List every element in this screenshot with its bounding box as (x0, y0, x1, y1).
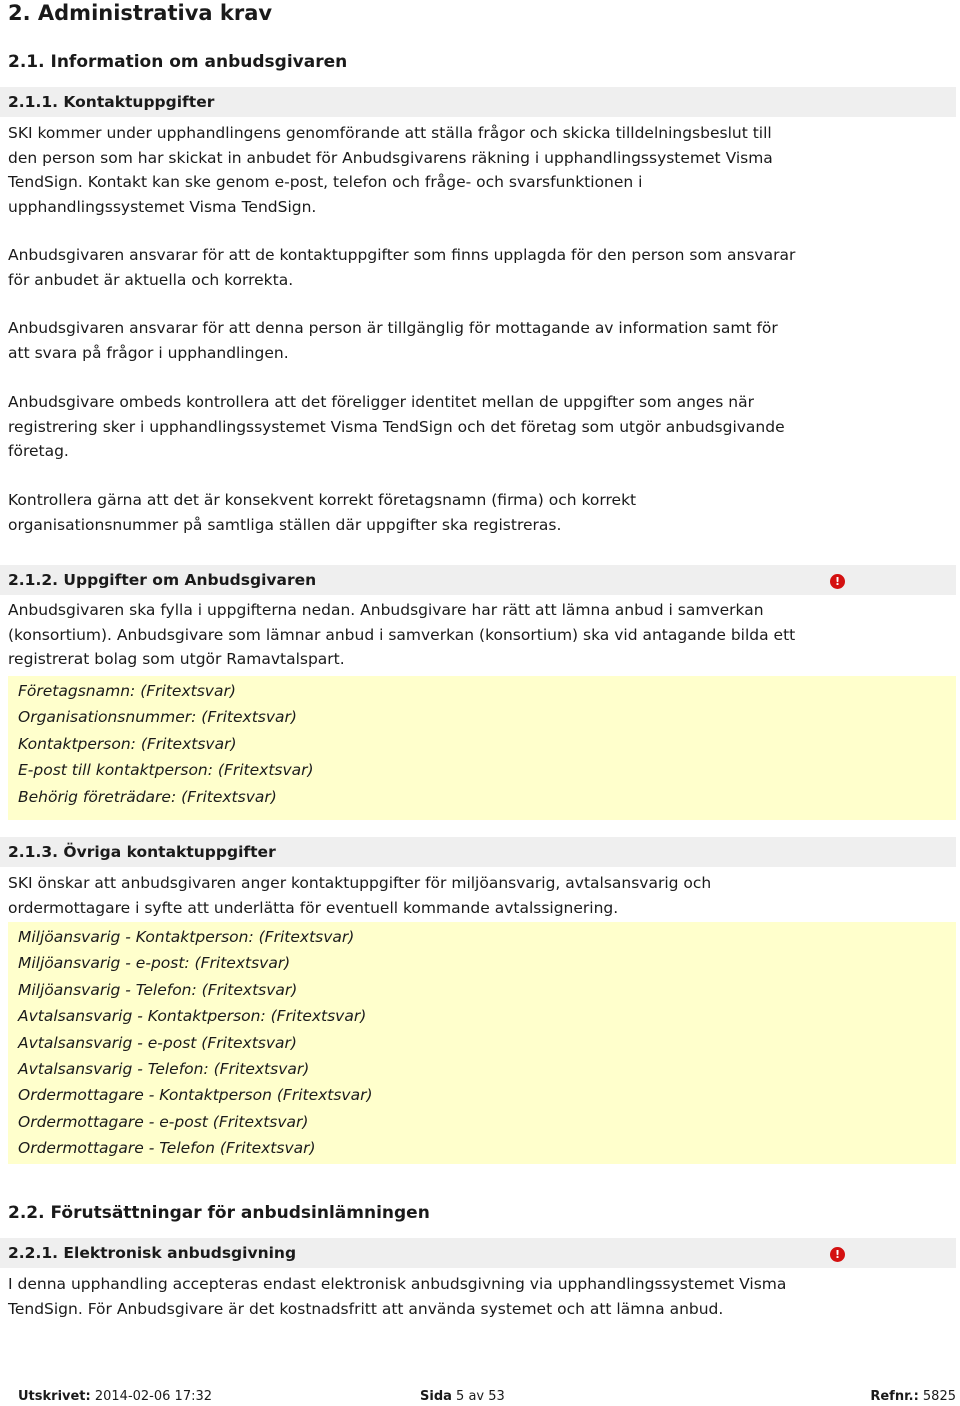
heading-bar-2-2-1 (0, 1238, 956, 1268)
field-contract-email[interactable]: Avtalsansvarig - e-post (Fritextsvar) (18, 1033, 297, 1052)
paragraph-availability: Anbudsgivaren ansvarar för att denna person är tillgänglig för mottagande av information samt för att svara på frågor i upphandlingen. (8, 319, 778, 362)
heading-bar-2-1-2 (0, 565, 956, 595)
paragraph-identity-check: Anbudsgivare ombeds kontrollera att det föreligger identitet mellan de uppgifter som anges när registrering sker i upphandlingssystemet Visma TendSign och det företag som utgör anbudsgivande företag. (8, 393, 785, 460)
field-order-email[interactable]: Ordermottagare - e-post (Fritextsvar) (18, 1112, 309, 1131)
section-title-2-1-3: 2.1.3. Övriga kontaktuppgifter (8, 843, 276, 861)
field-contract-phone[interactable]: Avtalsansvarig - Telefon: (Fritextsvar) (18, 1060, 310, 1079)
section-title-2: 2. Administrativa krav (8, 1, 273, 25)
paragraph-other-contacts: SKI önskar att anbudsgivaren anger kontaktuppgifter för miljöansvarig, avtalsansvarig och ordermottagare i syfte att underlätta för eventuell kommande avtalssignering. (8, 874, 712, 917)
warning-icon: ! (830, 574, 845, 589)
footer-page-value: 5 av 53 (451, 1389, 505, 1404)
paragraph-fill-in-details: Anbudsgivaren ska fylla i uppgifterna nedan. Anbudsgivare har rätt att lämna anbud i samverkan (konsortium). Anbudsgivare som lämnar anbud i samverkan (konsortium) ska vid antagande bilda ett registrerat bolag som utgör Ramavtalspart. (8, 601, 796, 668)
section-title-2-2-1: 2.2.1. Elektronisk anbudsgivning (8, 1244, 297, 1262)
field-contact-person[interactable]: Kontaktperson: (Fritextsvar) (18, 734, 237, 753)
paragraph-contact-info: SKI kommer under upphandlingens genomförande att ställa frågor och skicka tilldelningsbeslut till den person som har skickat in anbudet för Anbudsgivarens räkning i upphandlingssystemet Visma TendSign. Kontakt kan ske genom e-post, telefon och fråge- och svarsfunktionen i upphandlingssystemet Visma TendSign. (8, 124, 773, 216)
field-contact-email[interactable]: E-post till kontaktperson: (Fritextsvar) (18, 761, 314, 780)
footer-ref-value: 5825 (918, 1389, 956, 1404)
footer-printed-value: 2014-02-06 17:32 (90, 1389, 213, 1404)
section-title-2-2: 2.2. Förutsättningar för anbudsinlämningen (8, 1203, 430, 1223)
field-env-contact[interactable]: Miljöansvarig - Kontaktperson: (Fritextsvar) (18, 928, 355, 946)
heading-bar-2-1-3 (0, 837, 956, 867)
footer-page-label: Sida (420, 1389, 452, 1404)
field-org-number[interactable]: Organisationsnummer: (Fritextsvar) (18, 708, 297, 727)
field-company-name[interactable]: Företagsnamn: (Fritextsvar) (18, 682, 236, 700)
field-env-phone[interactable]: Miljöansvarig - Telefon: (Fritextsvar) (18, 980, 298, 999)
answer-fields-other-contacts (8, 922, 956, 1164)
field-order-phone[interactable]: Ordermottagare - Telefon (Fritextsvar) (18, 1139, 316, 1158)
field-order-contact[interactable]: Ordermottagare - Kontaktperson (Fritextsvar) (18, 1086, 373, 1105)
footer-page (420, 1388, 505, 1406)
warning-icon: ! (830, 1247, 845, 1262)
field-authorized-rep[interactable]: Behörig företrädare: (Fritextsvar) (18, 787, 277, 806)
paragraph-electronic-bidding: I denna upphandling accepteras endast elektronisk anbudsgivning via upphandlingssystemet Visma TendSign. För Anbudsgivare är det kostnadsfritt att använda systemet och att lämna anbud. (8, 1275, 787, 1318)
paragraph-company-name-check: Kontrollera gärna att det är konsekvent korrekt företagsnamn (firma) och korrekt organisationsnummer på samtliga ställen där uppgifter ska registreras. (8, 491, 637, 534)
field-contract-contact[interactable]: Avtalsansvarig - Kontaktperson: (Fritextsvar) (18, 1007, 367, 1026)
answer-fields-bidder (8, 676, 956, 820)
footer-ref-label: Refnr.: (870, 1389, 919, 1404)
footer-ref (870, 1388, 956, 1406)
heading-bar-2-1-1 (0, 87, 956, 117)
paragraph-contact-responsibility: Anbudsgivaren ansvarar för att de kontaktuppgifter som finns upplagda för den person som ansvarar för anbudet är aktuella och korrekta. (8, 246, 796, 289)
footer-printed (18, 1388, 212, 1406)
footer-printed-label: Utskrivet: (18, 1389, 91, 1404)
field-env-email[interactable]: Miljöansvarig - e-post: (Fritextsvar) (18, 954, 291, 973)
section-title-2-1-2: 2.1.2. Uppgifter om Anbudsgivaren (8, 571, 317, 589)
section-title-2-1-1: 2.1.1. Kontaktuppgifter (8, 93, 215, 111)
section-title-2-1: 2.1. Information om anbudsgivaren (8, 52, 348, 72)
